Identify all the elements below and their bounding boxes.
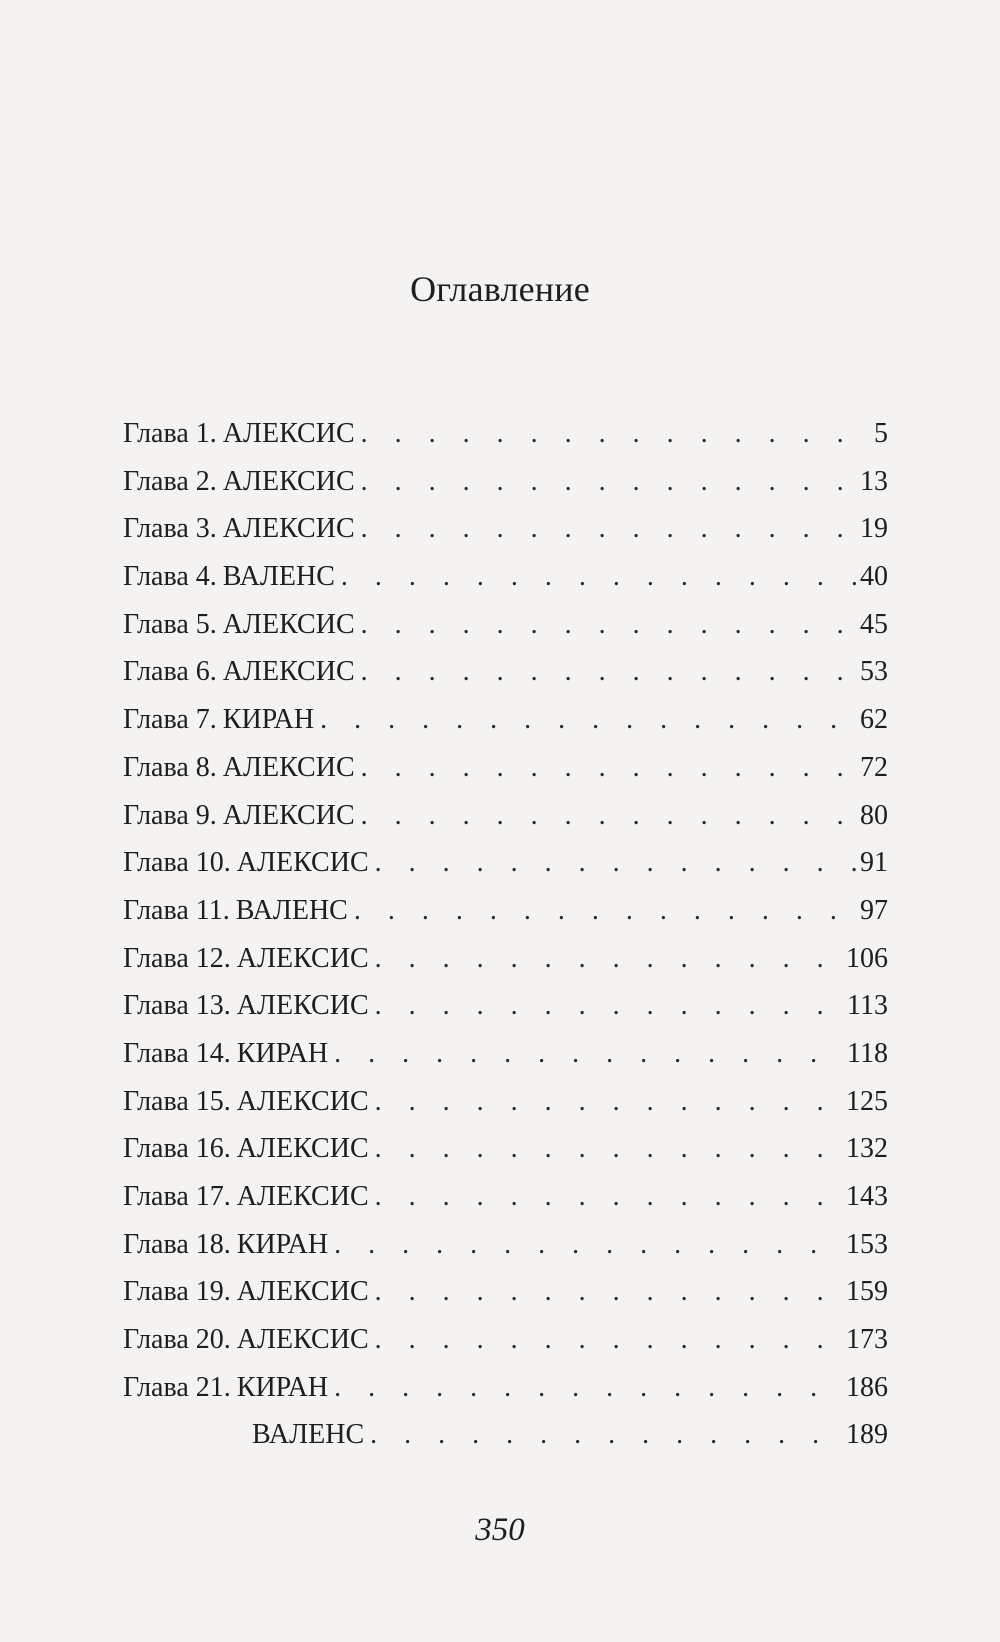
toc-chapter-name: АЛЕКСИС	[222, 799, 355, 831]
toc-chapter-name: АЛЕКСИС	[236, 1085, 369, 1117]
toc-chapter-number: Глава 20.	[123, 1324, 231, 1356]
toc-page-number: 153	[846, 1228, 888, 1260]
toc-chapter-number: Глава 13.	[123, 990, 231, 1022]
toc-chapter-name: АЛЕКСИС	[222, 656, 355, 688]
toc-dot-leader	[361, 611, 856, 639]
toc-chapter-number: Глава 10.	[123, 847, 231, 879]
page-title: Оглавление	[410, 269, 590, 309]
toc-page-number: 118	[847, 1037, 888, 1069]
toc-chapter-name: КИРАН	[236, 1228, 329, 1260]
toc-page-number: 19	[860, 513, 888, 545]
toc-chapter-number: Глава 9.	[123, 799, 217, 831]
toc-chapter-number: Глава 19.	[123, 1276, 231, 1308]
toc-dot-leader	[361, 468, 856, 496]
toc-chapter-number: Глава 12.	[123, 942, 231, 974]
toc-entry	[123, 515, 888, 563]
toc-page-number: 186	[846, 1371, 888, 1403]
toc-dot-leader	[361, 515, 856, 543]
toc-chapter-number: Глава 14.	[123, 1037, 231, 1069]
toc-dot-leader	[361, 802, 856, 830]
toc-chapter-name: АЛЕКСИС	[236, 1324, 369, 1356]
toc-chapter-name: КИРАН	[236, 1371, 329, 1403]
toc-chapter-number: Глава 18.	[123, 1228, 231, 1260]
toc-chapter-number: Глава 21.	[123, 1371, 231, 1403]
toc-entry	[123, 1085, 888, 1136]
toc-dot-leader	[375, 1326, 842, 1354]
toc-dot-leader	[370, 1421, 842, 1449]
toc-chapter-name: КИРАН	[222, 704, 315, 736]
toc-chapter-name: АЛЕКСИС	[236, 990, 369, 1022]
toc-entry	[123, 849, 888, 897]
toc-dot-leader	[375, 945, 842, 973]
toc-dot-leader	[341, 563, 856, 591]
toc-entry	[123, 1183, 888, 1231]
toc-page-number: 97	[860, 894, 888, 926]
toc-entry	[123, 1326, 888, 1374]
toc-entry	[123, 706, 888, 754]
toc-page-number: 143	[846, 1181, 888, 1212]
toc-entry	[123, 465, 888, 516]
toc-entry	[123, 1228, 888, 1279]
toc-entry	[123, 992, 888, 1040]
toc-chapter-number: Глава 7.	[123, 704, 217, 736]
toc-chapter-name: АЛЕКСИС	[236, 1276, 369, 1308]
toc-chapter-name: АЛЕКСИС	[222, 608, 355, 640]
toc-chapter-name: КИРАН	[236, 1037, 329, 1069]
toc-page-number: 106	[846, 942, 888, 974]
toc-entry	[123, 563, 888, 611]
toc-dot-leader	[375, 992, 843, 1020]
toc-entry	[123, 1421, 888, 1469]
toc-page-number: 45	[860, 608, 888, 640]
toc-chapter-name: АЛЕКСИС	[236, 942, 369, 974]
toc-chapter-name: АЛЕКСИС	[222, 513, 355, 545]
toc-entry	[123, 420, 888, 468]
toc-page-number: 72	[860, 751, 888, 783]
toc-entry	[123, 1278, 888, 1326]
toc-chapter-number: Глава 1.	[123, 418, 217, 449]
toc-dot-leader	[361, 420, 870, 448]
toc-chapter-number: Глава 5.	[123, 608, 217, 640]
toc-chapter-number: Глава 17.	[123, 1181, 231, 1212]
toc-dot-leader	[361, 754, 856, 782]
toc-page-number: 5	[874, 418, 888, 449]
toc-page-number: 91	[860, 847, 888, 879]
toc-chapter-name: АЛЕКСИС	[222, 465, 355, 497]
toc-entry	[123, 1371, 888, 1422]
toc-page-number: 113	[847, 990, 888, 1022]
toc-page-number: 40	[860, 561, 888, 593]
toc-chapter-number: Глава 16.	[123, 1133, 231, 1165]
toc-chapter-number: Глава 11.	[123, 894, 230, 926]
toc-entry	[123, 894, 888, 945]
toc-page-number: 159	[846, 1276, 888, 1308]
toc-chapter-number: Глава 15.	[123, 1085, 231, 1117]
toc-page-number: 62	[860, 704, 888, 736]
toc-entry	[123, 1037, 888, 1088]
toc-entry	[123, 658, 888, 706]
toc-chapter-name: ВАЛЕНС	[235, 894, 348, 926]
toc-dot-leader	[354, 897, 856, 925]
toc-page-number: 189	[846, 1419, 888, 1451]
toc-page-number: 13	[860, 465, 888, 497]
toc-dot-leader	[375, 1278, 842, 1306]
toc-chapter-number: Глава 2.	[123, 465, 217, 497]
table-of-contents	[123, 420, 888, 1469]
toc-chapter-name: АЛЕКСИС	[222, 418, 355, 449]
toc-entry	[123, 751, 888, 802]
toc-entry	[123, 608, 888, 659]
toc-page-number: 80	[860, 799, 888, 831]
toc-chapter-name: ВАЛЕНС	[252, 1419, 365, 1451]
toc-chapter-number: Глава 3.	[123, 513, 217, 545]
toc-chapter-name: ВАЛЕНС	[222, 561, 335, 593]
toc-page-number: 132	[846, 1133, 888, 1165]
toc-chapter-name: АЛЕКСИС	[222, 751, 355, 783]
toc-dot-leader	[361, 658, 856, 686]
toc-page-number: 53	[860, 656, 888, 688]
toc-dot-leader	[375, 1183, 842, 1211]
toc-page-number: 173	[846, 1324, 888, 1356]
toc-dot-leader	[334, 1040, 843, 1068]
toc-dot-leader	[375, 849, 856, 877]
toc-entry	[123, 942, 888, 993]
toc-dot-leader	[320, 706, 856, 734]
toc-dot-leader	[334, 1231, 842, 1259]
toc-dot-leader	[375, 1088, 842, 1116]
page-number: 350	[475, 1512, 525, 1548]
toc-dot-leader	[375, 1135, 842, 1163]
toc-chapter-number: Глава 6.	[123, 656, 217, 688]
toc-entry	[123, 1135, 888, 1183]
toc-dot-leader	[334, 1374, 842, 1402]
toc-entry	[123, 799, 888, 850]
toc-chapter-number: Глава 8.	[123, 751, 217, 783]
toc-chapter-name: АЛЕКСИС	[236, 1181, 369, 1212]
toc-page-number: 125	[846, 1085, 888, 1117]
toc-chapter-name: АЛЕКСИС	[236, 1133, 369, 1165]
toc-chapter-number: Глава 4.	[123, 561, 217, 593]
toc-chapter-name: АЛЕКСИС	[236, 847, 369, 879]
